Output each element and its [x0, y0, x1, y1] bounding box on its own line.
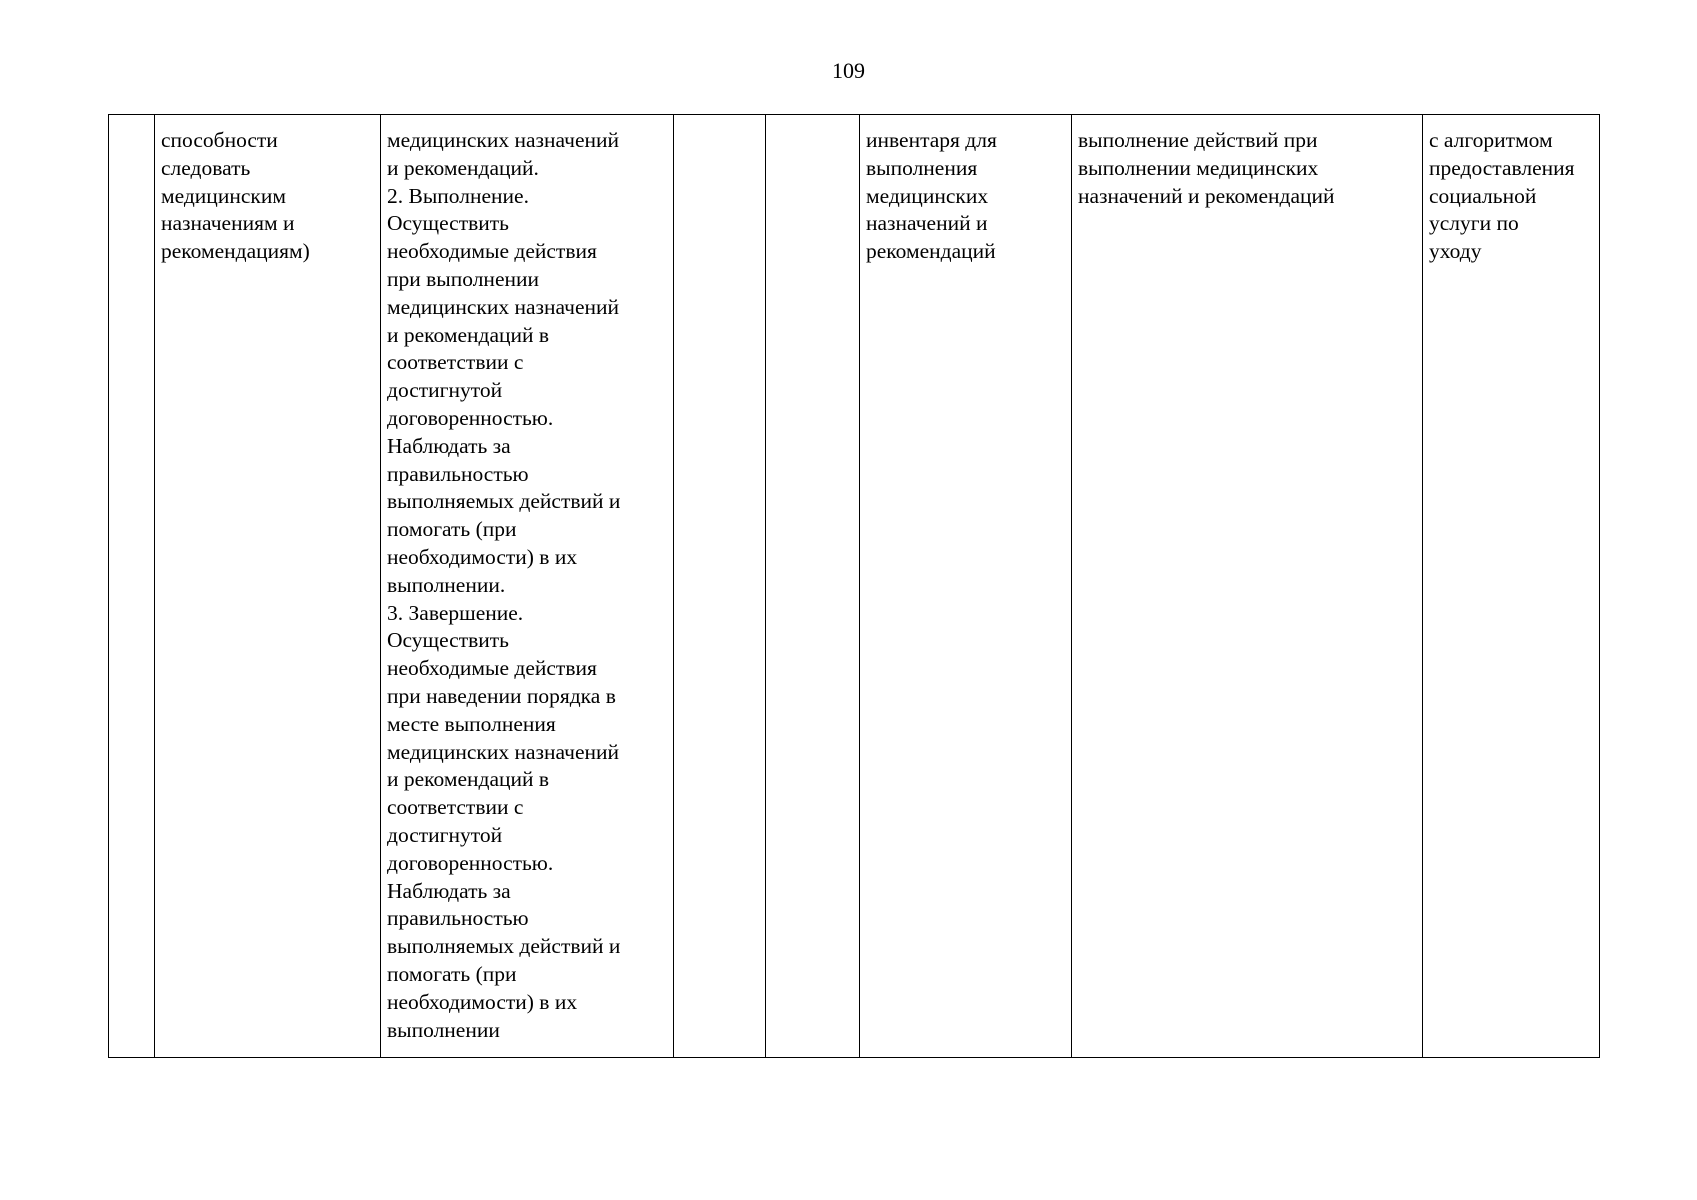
- page-number: 109: [832, 58, 865, 83]
- table-cell-number: [109, 115, 155, 1058]
- document-table: [108, 114, 1600, 1058]
- table-row: [109, 115, 1600, 1058]
- table-cell-inventory: инвентаря для выполнения медицинских назначений и рекомендаций: [860, 115, 1072, 1058]
- table-cell-service-name: способности следовать медицинским назначениям и рекомендациям): [155, 115, 381, 1058]
- table-cell-empty-1: [674, 115, 766, 1058]
- table-cell-algorithm: с алгоритмом предоставления социальной услуги по уходу: [1423, 115, 1600, 1058]
- table-cell-procedure: медицинских назначений и рекомендаций. 2. Выполнение. Осуществить необходимые действия при выполнении медицинских назначений и рекомендаций в соответствии с достигнутой договоренностью. Наблюдать за правильностью выполняемых действий и помогать (при необходимости) в их выполнении. 3. Завершение. Осуществить необходимые действия при наведении порядка в месте выполнения медицинских назначений и рекомендаций в соответствии с достигнутой договоренностью. Наблюдать за правильностью выполняемых действий и помогать (при необходимости) в их выполнении: [381, 115, 674, 1058]
- table-cell-empty-2: [766, 115, 860, 1058]
- table-cell-result: выполнение действий при выполнении медицинских назначений и рекомендаций: [1072, 115, 1423, 1058]
